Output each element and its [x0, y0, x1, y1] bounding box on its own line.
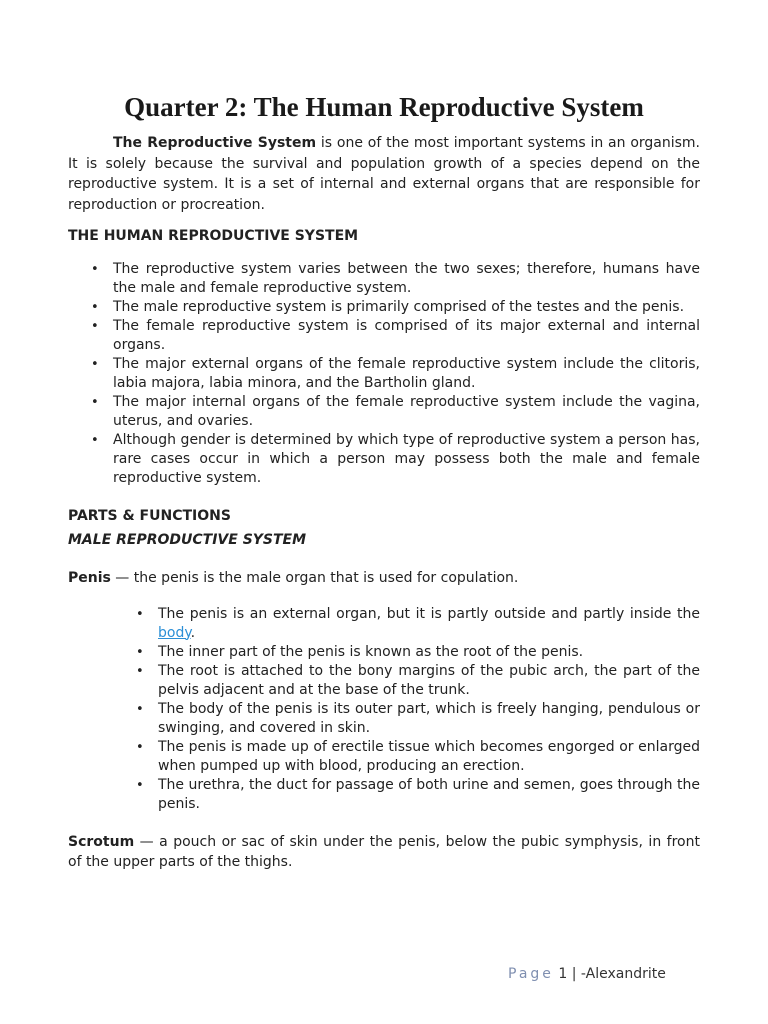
list-item: • The root is attached to the bony margins of the pubic arch, the part of the pelvis adjacent and at the base of the trunk.: [158, 662, 700, 700]
list-item: • The penis is made up of erectile tissue which becomes engorged or enlarged when pumped up with blood, producing an erection.: [158, 738, 700, 776]
overview-bullet-list: [68, 260, 700, 488]
section-heading-parts-functions: PARTS & FUNCTIONS: [68, 508, 231, 524]
page-footer: [508, 966, 666, 982]
scrotum-term: Scrotum: [68, 833, 135, 850]
footer-author: -Alexandrite: [580, 966, 666, 982]
list-item-text: The penis is an external organ, but it is partly outside and partly inside the: [158, 605, 700, 622]
intro-text: is one of the most important systems in an organism. It is solely because the survival and population growth of a species depend on the reproductive system. It is a set of internal and external organs that are responsible for reproduction or procreation.: [68, 135, 701, 213]
list-item: • The male reproductive system is primarily comprised of the testes and the penis.: [113, 298, 700, 317]
list-item-punctuation: .: [190, 624, 196, 641]
list-item: • The major internal organs of the female reproductive system include the vagina, uterus, and ovaries.: [113, 393, 700, 431]
list-item: • The major external organs of the female reproductive system include the clitoris, labia majora, labia minora, and the Bartholin gland.: [113, 355, 700, 393]
intro-paragraph: [68, 133, 700, 215]
scrotum-paragraph: [68, 832, 700, 873]
footer-separator: |: [567, 966, 581, 982]
penis-paragraph: [68, 568, 700, 589]
list-item: • The reproductive system varies between the two sexes; therefore, humans have the male and female reproductive system.: [113, 260, 700, 298]
intro-lead: The Reproductive System: [113, 135, 317, 151]
penis-bullet-list: [68, 605, 700, 814]
penis-term: Penis: [68, 570, 111, 586]
scrotum-definition: — a pouch or sac of skin under the penis, below the pubic symphysis, in front of the upper parts of the thighs.: [68, 833, 700, 870]
body-link[interactable]: body: [158, 624, 191, 641]
list-item: • The female reproductive system is comprised of its major external and internal organs.: [113, 317, 700, 355]
list-item: • Although gender is determined by which type of reproductive system a person has, rare cases occur in which a person may possess both the male and female reproductive system.: [113, 431, 700, 488]
list-item: • The inner part of the penis is known as the root of the penis.: [158, 643, 700, 662]
section-heading-human-reproductive-system: THE HUMAN REPRODUCTIVE SYSTEM: [68, 228, 359, 244]
penis-definition: — the penis is the male organ that is used for copulation.: [110, 570, 519, 586]
subheading-male-reproductive-system: MALE REPRODUCTIVE SYSTEM: [68, 532, 307, 548]
list-item: • The urethra, the duct for passage of both urine and semen, goes through the penis.: [158, 776, 700, 814]
footer-page-label: Page: [508, 966, 554, 982]
list-item: [158, 605, 700, 643]
list-item: • The body of the penis is its outer part, which is freely hanging, pendulous or swinging, and covered in skin.: [158, 700, 700, 738]
page-title: Quarter 2: The Human Reproductive System: [124, 92, 644, 122]
page-content: [68, 92, 700, 873]
footer-page-number: 1: [558, 966, 568, 982]
